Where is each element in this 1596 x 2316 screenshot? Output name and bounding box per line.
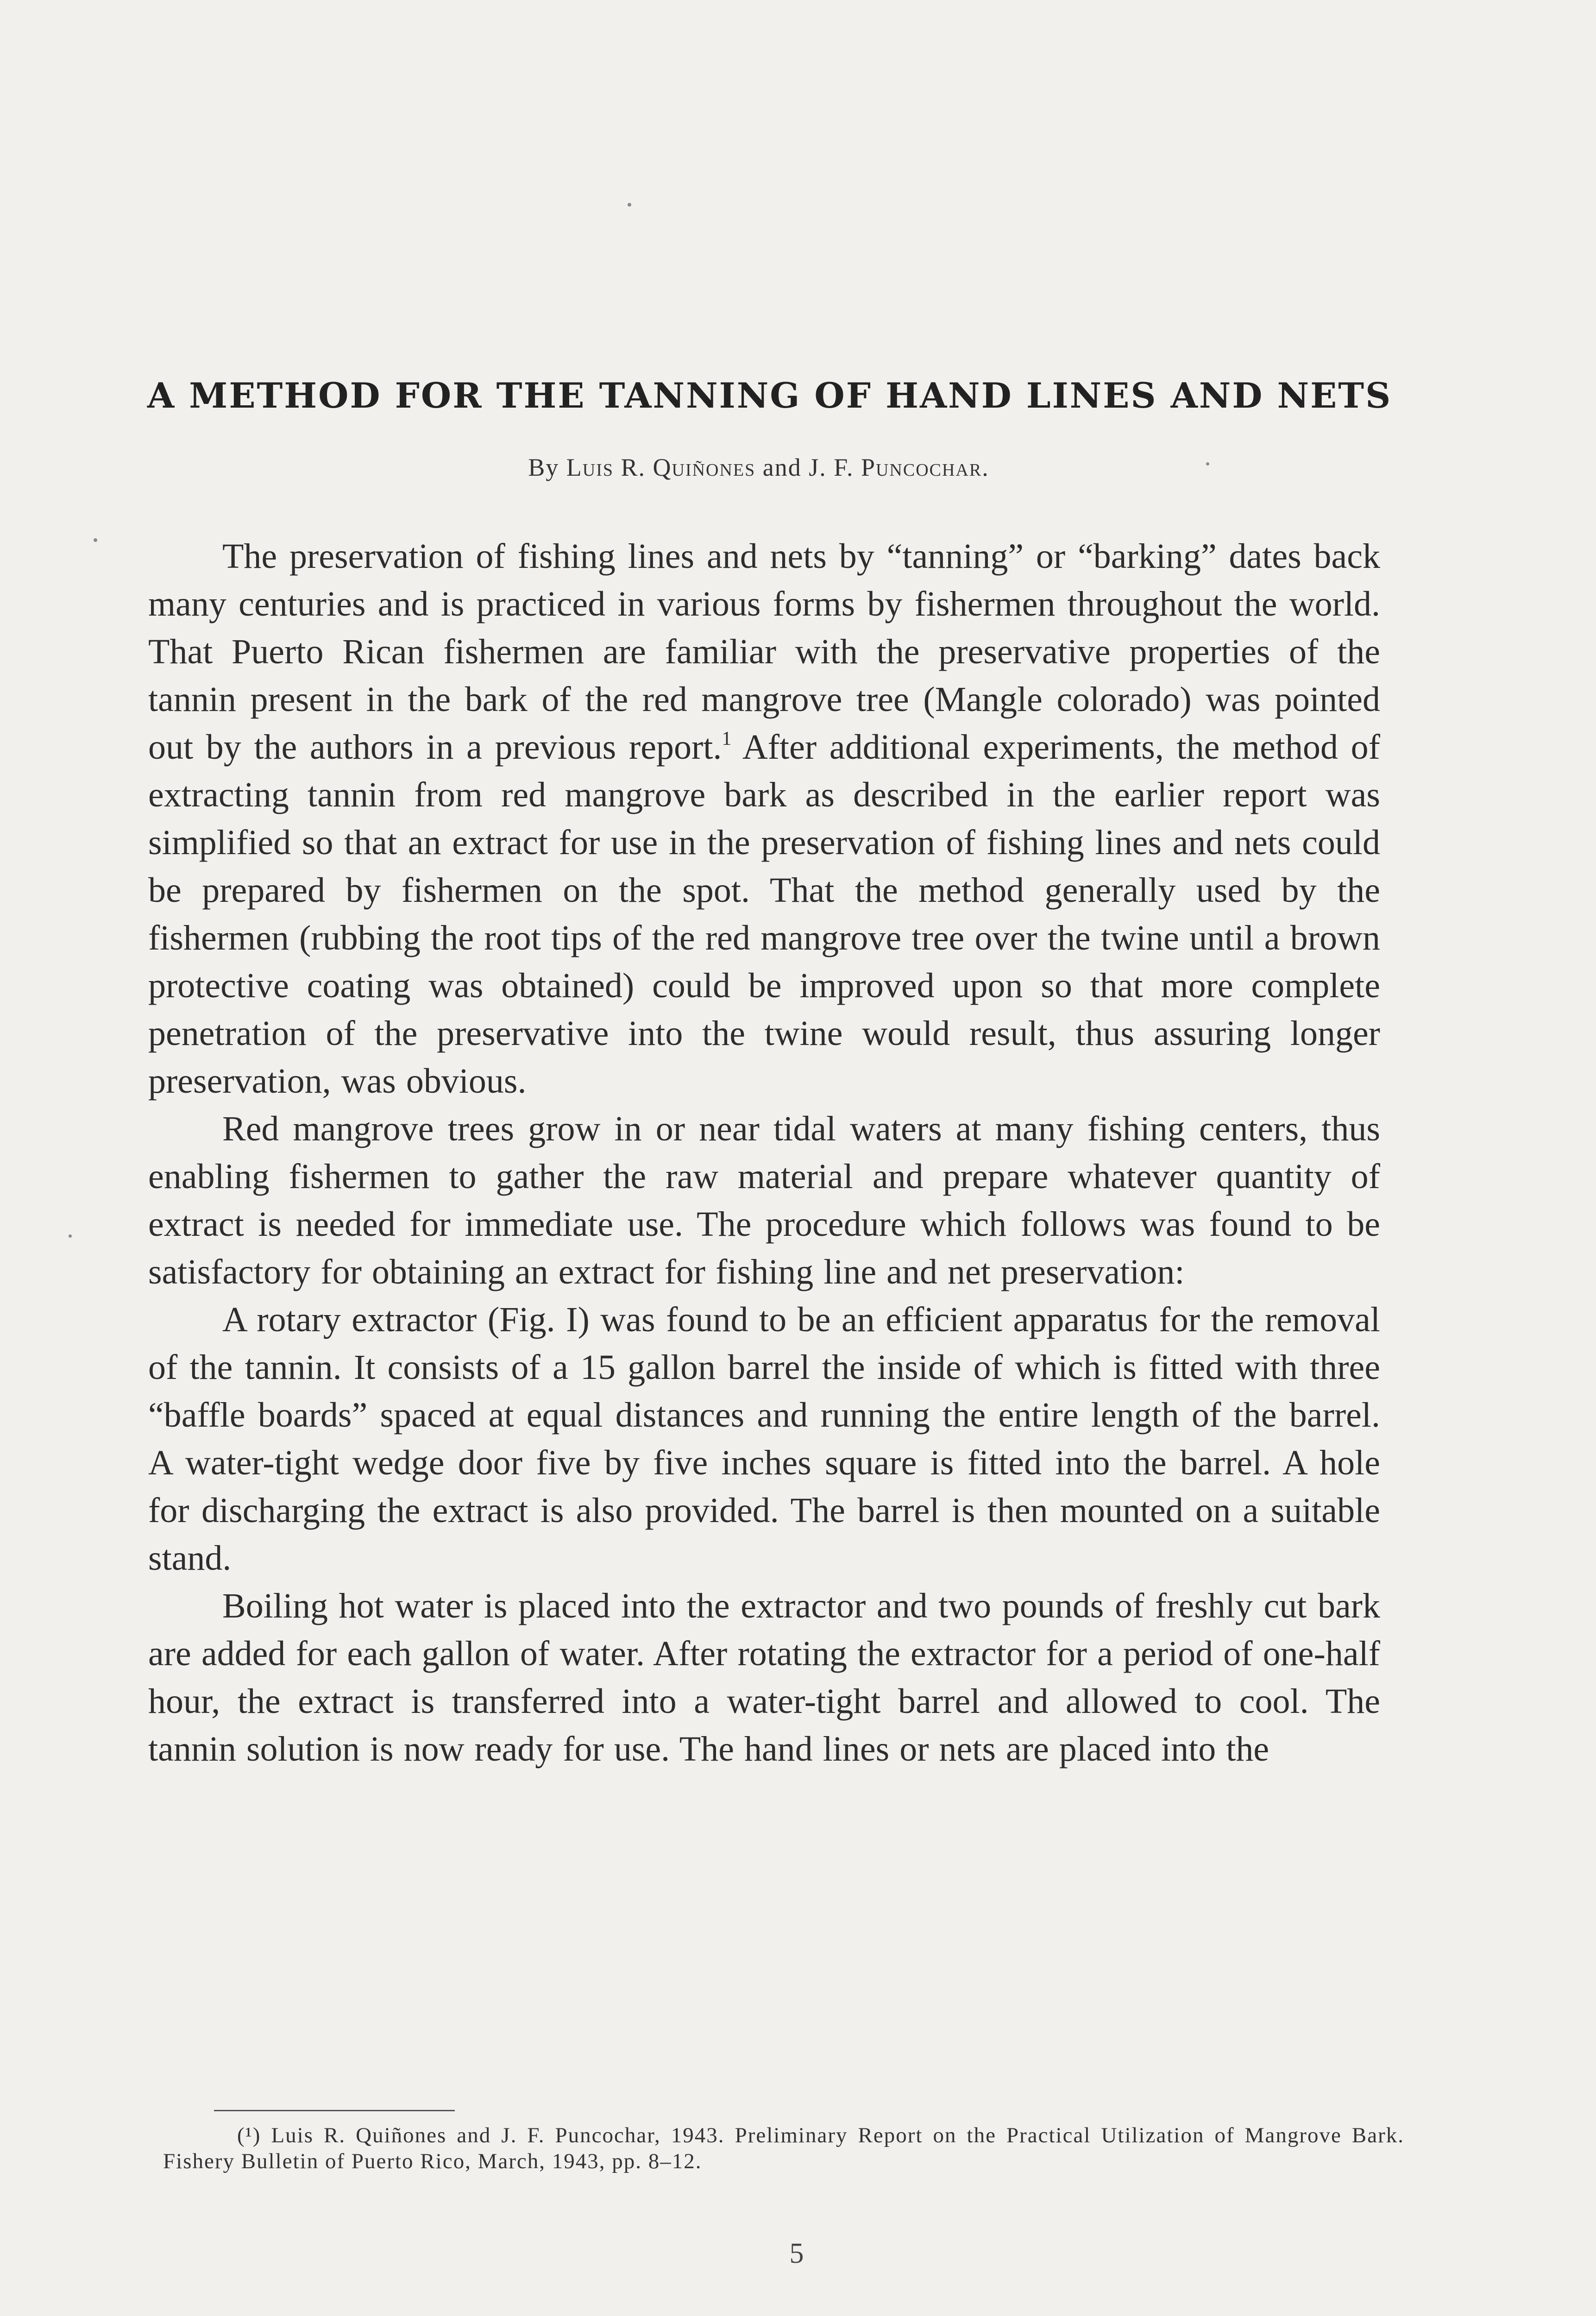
byline-joiner: and (762, 453, 802, 481)
footnote-text: Luis R. Quiñones and J. F. Puncochar, 1943. Preliminary Report on the Practical Utilization of Mangrove Bark. Fishery Bulletin of Puerto Rico, March, 1943, pp. 8–12. (163, 2123, 1404, 2173)
paragraph-1-text-a: The preservation of fishing lines and nets by “tanning” or “barking” dates back many centuries and is practiced in various forms by fishermen throughout the world. That Puerto Rican fishermen are familiar with the preservative properties of the tannin present in the bark of the red mangrove tree (Mangle colorado) was pointed out by the authors in a previous report. (148, 537, 1380, 767)
footnote-marker: (¹) (237, 2123, 261, 2147)
article-body (148, 533, 1380, 1773)
paragraph-3: A rotary extractor (Fig. I) was found to be an efficient apparatus for the removal of the tannin. It consists of a 15 gallon barrel the inside of which is fitted with three “baffle boards” spaced at equal distances and running the entire length of the barrel. A water-tight wedge door five by five inches square is fitted into the barrel. A hole for discharging the extract is also provided. The barrel is then mounted on a suitable stand. (148, 1300, 1380, 1578)
paragraph-1 (148, 533, 1380, 1105)
scan-speck (94, 538, 97, 542)
page-number: 5 (789, 2238, 804, 2269)
footnote-reference: 1 (722, 728, 732, 749)
scan-speck (69, 1234, 72, 1238)
paragraph-2: Red mangrove trees grow in or near tidal waters at many fishing centers, thus enabling fishermen to gather the raw material and prepare whatever quantity of extract is needed for immediate use. The procedure which follows was found to be satisfactory for obtaining an extract for fishing line and net preservation: (148, 1109, 1380, 1291)
author-2: J. F. Puncochar. (809, 453, 989, 481)
footnote-divider (214, 2110, 455, 2111)
paragraph-4: Boiling hot water is placed into the extractor and two pounds of freshly cut bark are added for each gallon of water. After rotating the extractor for a period of one-half hour, the extract is transferred into a water-tight barrel and allowed to cool. The tannin solution is now ready for use. The hand lines or nets are placed into the (148, 1586, 1380, 1768)
author-1: Luis R. Quiñones (566, 453, 756, 481)
byline (147, 453, 1370, 482)
article-title: A METHOD FOR THE TANNING OF HAND LINES AND NETS (147, 375, 1392, 416)
paragraph-1-text-b: After additional experiments, the method of extracting tannin from red mangrove bark as described in the earlier report was simplified so that an extract for use in the preservation of fishing lines and nets could be prepared by fishermen on the spot. That the method generally used by the fishermen (rubbing the root tips of the red mangrove tree over the twine until a brown protective coating was obtained) could be improved upon so that more complete penetration of the preservative into the twine would result, thus assuring longer preservation, was obvious. (148, 728, 1380, 1101)
scan-speck (1206, 462, 1209, 466)
scan-speck (628, 203, 631, 207)
byline-prefix: By (528, 453, 559, 481)
footnote (163, 2122, 1404, 2174)
